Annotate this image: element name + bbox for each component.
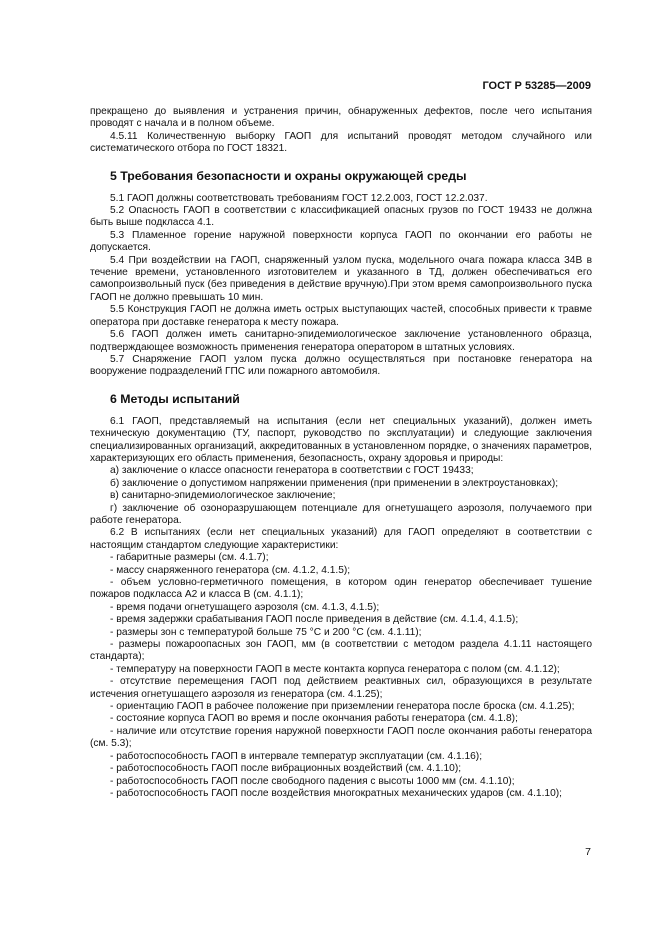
list-item: - наличие или отсутствие горения наружной поверхности ГАОП после окончания работы генератора (см. 5.3); — [90, 725, 592, 750]
paragraph-5-6: 5.6 ГАОП должен иметь санитарно-эпидемиологическое заключение установленного образца, подтверждающее возможность применения генератора оператором в штатных условиях. — [90, 329, 592, 353]
paragraph-5-2: 5.2 Опасность ГАОП в соответствии с классификацией опасных грузов по ГОСТ 19433 не должна быть выше подкласса 4.1. — [90, 205, 592, 229]
page-number: 7 — [585, 846, 591, 858]
paragraph-5-4: 5.4 При воздействии на ГАОП, снаряженный узлом пуска, модельного очага пожара класса 34В в течение времени, установленного изготовителем и указанного в ТД, должен обеспечиваться его самопроизвольный пуск (без приведения в действие вручную).При этом время самопроизвольного пуска ГАОП не должно превышать 10 мин. — [90, 254, 592, 303]
list-item: - объем условно-герметичного помещения, в котором один генератор обеспечивает тушение пожаров подкласса А2 и класса В (см. 4.1.1); — [90, 577, 592, 601]
list-item: г) заключение об озоноразрушающем потенциале для огнетушащего аэрозоля, получаемого при работе генератора. — [90, 502, 592, 526]
list-item: - время подачи огнетушащего аэрозоля (см. 4.1.3, 4.1.5); — [110, 601, 380, 613]
intro-paragraph-2: 4.5.11 Количественную выборку ГАОП для испытаний проводят методом случайного или систематического отбора по ГОСТ 18321. — [90, 130, 592, 155]
paragraph-5-1: 5.1 ГАОП должны соответствовать требованиям ГОСТ 12.2.003, ГОСТ 12.2.037. — [110, 192, 488, 204]
list-item: - размеры зон с температурой больше 75 °С и 200 °С (см. 4.1.11); — [110, 626, 422, 638]
paragraph-5-7: 5.7 Снаряжение ГАОП узлом пуска должно осуществляться при постановке генератора на вооружение подразделений ГПС или пожарного автомобиля. — [90, 353, 592, 378]
section-5-title: 5 Требования безопасности и охраны окружающей среды — [110, 168, 467, 183]
list-item: а) заключение о классе опасности генератора в соответствии с ГОСТ 19433; — [110, 465, 474, 477]
list-item: - отсутствие перемещения ГАОП под действием реактивных сил, образующихся в результате истечения огнетушащего аэрозоля из генератора (см. 4.1.25); — [90, 676, 592, 700]
list-item: б) заключение о допустимом напряжении применения (при применении в электроустановках); — [110, 477, 559, 489]
list-item: - работоспособность ГАОП в интервале температур эксплуатации (см. 4.1.16); — [110, 750, 483, 762]
paragraph-5-3: 5.3 Пламенное горение наружной поверхности корпуса ГАОП по окончании его работы не допускается. — [90, 229, 592, 254]
list-item: - работоспособность ГАОП после вибрационных воздействий (см. 4.1.10); — [110, 763, 462, 775]
list-item: в) санитарно-эпидемиологическое заключение; — [110, 490, 336, 502]
list-item: - состояние корпуса ГАОП во время и после окончания работы генератора (см. 4.1.8); — [110, 713, 518, 725]
list-item: - работоспособность ГАОП после воздействия многократных механических ударов (см. 4.1.10); — [110, 787, 562, 799]
list-item: - габаритные размеры (см. 4.1.7); — [110, 552, 269, 564]
list-item: - массу снаряженного генератора (см. 4.1.2, 4.1.5); — [110, 564, 351, 576]
paragraph-6-1: 6.1 ГАОП, представляемый на испытания (если нет специальных указаний), должен иметь техническую документацию (ТУ, паспорт, руководство по эксплуатации) и следующие заключения специализированных организаций, аккредитованных в установленном порядке, о значениях параметров, характеризующих его область применения, безопасность, охрану здоровья и природы: — [90, 415, 592, 464]
page-content — [90, 106, 592, 800]
list-item: - работоспособность ГАОП после свободного падения с высоты 1000 мм (см. 4.1.10); — [110, 775, 515, 787]
section-6-title: 6 Методы испытаний — [110, 391, 240, 406]
paragraph-5-5: 5.5 Конструкция ГАОП не должна иметь острых выступающих частей, способных привести к травме оператора при доставке генератора к месту пожара. — [90, 304, 592, 328]
document-header: ГОСТ Р 53285—2009 — [482, 80, 591, 92]
list-item: - время задержки срабатывания ГАОП после приведения в действие (см. 4.1.4, 4.1.5); — [110, 614, 519, 626]
list-item: - размеры пожароопасных зон ГАОП, мм (в соответствии с методом раздела 4.1.11 настоящего стандарта); — [90, 639, 592, 663]
intro-paragraph-1: прекращено до выявления и устранения причин, обнаруженных дефектов, после чего испытания проводят с начала и в полном объеме. — [90, 106, 592, 130]
list-item: - ориентацию ГАОП в рабочее положение при приземлении генератора после броска (см. 4.1.25); — [110, 701, 575, 713]
paragraph-6-2: 6.2 В испытаниях (если нет специальных указаний) для ГАОП определяют в соответствии с настоящим стандартом следующие характеристики: — [90, 527, 592, 551]
list-item: - температуру на поверхности ГАОП в месте контакта корпуса генератора с полом (см. 4.1.12); — [110, 663, 560, 675]
